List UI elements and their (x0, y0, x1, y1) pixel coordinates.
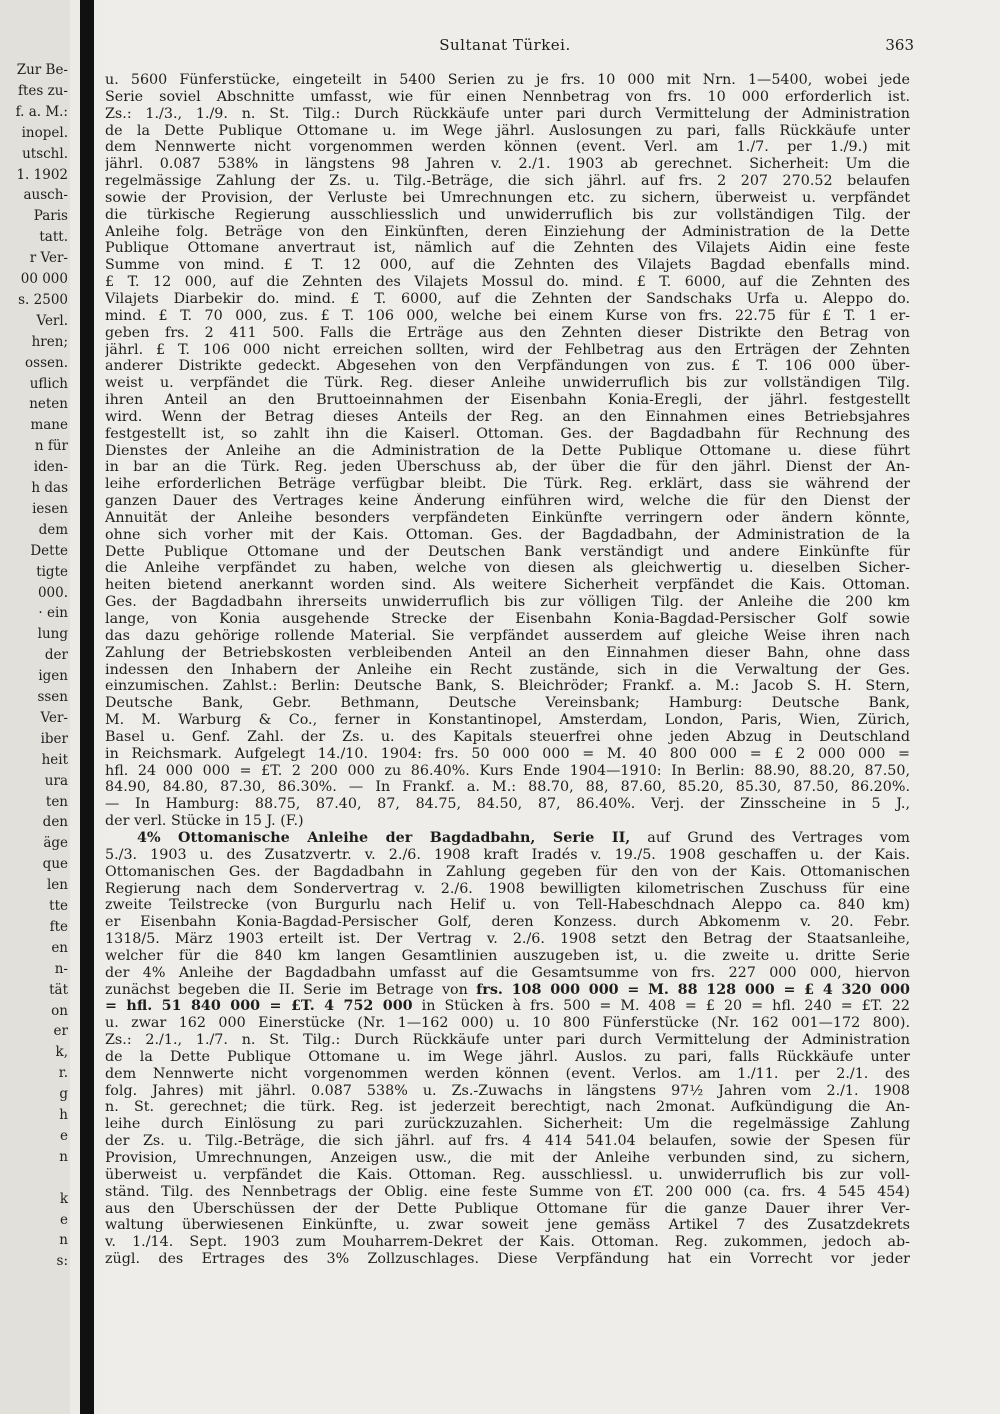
text-line: — In Hamburg: 88.75, 87.40, 87, 84.75, 84.50, 87, 86.40%. Verj. der Zinsscheine in 5 J., (105, 796, 910, 813)
text-line: anderer Distrikte gedeckt. Abgesehen von den Verpfändungen von zus. £ T. 106 000 über- (105, 358, 910, 375)
margin-fragment: hren; (31, 333, 68, 350)
margin-fragment: neten (29, 396, 68, 413)
body-text (105, 72, 910, 1268)
text-line: u. 5600 Fünferstücke, eingeteilt in 5400 Serien zu je frs. 10 000 mit Nrn. 1—5400, wobei jede (105, 72, 910, 88)
text-line: wird. Wenn der Betrag dieses Anteils der Reg. an den Einnahmen eines Betriebsjahres (105, 408, 910, 425)
text-line: jährl. £ T. 106 000 nicht erreichen sollten, wird der Fehlbetrag aus den Erträgen der Zehnten (105, 341, 910, 358)
margin-fragment: uflich (29, 375, 68, 392)
text-line: Ottomanischen Ges. der Bagdadbahn in Zahlung gegeben für den von der Kais. Ottomanischen (105, 863, 910, 880)
margin-fragment: s: (56, 1253, 68, 1270)
text-line: Publique Ottomane anvertraut ist, nämlich auf die Zehnten des Vilajets Aidin eine feste (105, 240, 910, 257)
margin-fragment: · ein (38, 605, 68, 622)
margin-fragment: k, (55, 1044, 68, 1061)
margin-fragment: iber (40, 730, 68, 747)
margin-fragment: ftes zu- (18, 82, 68, 99)
margin-fragment: h (59, 1107, 68, 1123)
text-line: v. 1./14. Sept. 1903 zum Mouharrem-Dekret der Kais. Ottoman. Reg. zukommen, jedoch ab- (105, 1234, 910, 1251)
margin-fragment: tigte (36, 563, 68, 580)
margin-fragment: n (59, 1232, 68, 1249)
text-line: sowie der Provision, der Verluste bei Umrechnungen etc. zu sichern, überweist u. verpfändet (105, 189, 910, 206)
margin-fragment: fte (49, 918, 68, 935)
text-line: welcher für die 840 km langen Gesamtlinien auszugeben ist, u. die zweite u. dritte Serie (105, 947, 910, 964)
section-heading-rest: auf Grund des Vertrages vom (630, 829, 910, 846)
margin-fragment: der (44, 647, 68, 664)
text-line: Basel u. Genf. Zahl. der Zs. u. des Kapitals steuerfrei ohne jeden Abzug in Deutschland (105, 728, 910, 745)
margin-fragment: lung (37, 626, 68, 643)
text-line: Summe von mind. £ T. 12 000, auf die Zehnten des Vilajets Bagdad ebenfalls mind. (105, 257, 910, 274)
text-line: das dazu gehörige rollende Material. Sie verpfändet ausserdem auf gleiche Weise ihren nach (105, 627, 910, 644)
text-line: leihe durch Einlösung zu pari zurückzuzahlen. Sicherheit: Um die regelmässige Zahlung (105, 1116, 910, 1133)
margin-fragment: g (59, 1086, 68, 1103)
text-line: der verl. Stücke in 15 J. (F.) (105, 813, 304, 830)
text-line: Regierung nach dem Sondervertrag v. 2./6. 1908 bewilligten kilometrischen Zuschuss für eine (105, 880, 910, 897)
amount-line-text: in Stücken à frs. 500 = M. 408 = £ 20 = hfl. 240 = £T. 22 (412, 998, 910, 1015)
margin-fragment: n- (54, 960, 68, 977)
margin-fragment: Paris (33, 208, 68, 225)
text-line: die türkische Regierung ausschliesslich und unwiderruflich bis zur vollständigen Tilg. der (105, 206, 910, 223)
margin-fragment: den (42, 814, 68, 831)
text-line: folg. Jahres) mit jährl. 0.087 538% u. Zs.-Zuwachs in längstens 97½ Jahren vom 2./1. 1908 (105, 1082, 910, 1099)
margin-fragment: Dette (30, 542, 68, 559)
text-line: leihe erforderlichen Beträge verfügbar bleibt. Die Türk. Reg. erklärt, dass sie während der (105, 476, 910, 493)
text-line: dem Nennwerte nicht vorgenommen werden können (event. Verlos. am 1./11. per 2./1. des (105, 1065, 910, 1082)
margin-fragment: r Ver- (29, 250, 68, 267)
text-line: u. zwar 162 000 Einerstücke (Nr. 1—162 000) u. 10 800 Fünferstücke (Nr. 162 001—172 800). (105, 1015, 910, 1032)
margin-fragment: ura (44, 772, 68, 789)
margin-fragment: iesen (32, 500, 68, 517)
margin-fragment: tte (49, 898, 68, 914)
text-line: hfl. 24 000 000 = £T. 2 200 000 zu 86.40%. Kurs Ende 1904—1910: In Berlin: 88.90, 88.20, 87.50, (105, 762, 910, 779)
margin-fragment: 1. 1902 (16, 166, 68, 183)
margin-fragment: 00 000 (20, 271, 68, 287)
running-head: Sultanat Türkei. (439, 36, 571, 54)
margin-fragment: iden- (33, 459, 68, 476)
margin-fragment: f. a. M.: (15, 103, 68, 120)
margin-fragment: h das (31, 480, 68, 496)
text-line: Serie soviel Abschnitte umfasst, wie für einen Nennbetrag von frs. 10 000 erforderlich ist. (105, 88, 910, 105)
text-line: Deutsche Bank, Gebr. Bethmann, Deutsche Vereinsbank; Hamburg: Deutsche Bank, (105, 695, 910, 712)
margin-fragment: r. (58, 1065, 68, 1082)
text-line: jährl. 0.087 538% in längstens 98 Jahren v. 2./1. 1903 ab gerechnet. Sicherheit: Um die (105, 156, 910, 173)
margin-fragment: Zur Be- (16, 62, 68, 78)
text-line: 1318/5. März 1903 erteilt ist. Der Vertrag v. 2./6. 1908 setzt den Betrag der Staatsanleihe, (105, 931, 910, 948)
text-line: der 4% Anleihe der Bagdadbahn umfasst auf die Gesamtsumme von frs. 227 000 000, hiervon (105, 964, 910, 981)
margin-fragment: mane (30, 417, 68, 434)
margin-fragment: heit (41, 751, 68, 768)
text-line: ohne sich vorher mit der Kais. Ottoman. Ges. der Bagdadbahn, der Administration de la (105, 526, 910, 543)
margin-fragment: on (51, 1002, 68, 1019)
text-line: 5./3. 1903 u. des Zusatzvertr. v. 2./6. 1908 kraft Iradés v. 19./5. 1908 geschaffen u. der Kais. (105, 846, 910, 863)
margin-fragment: Verl. (36, 312, 68, 329)
margin-fragment: ausch- (23, 187, 68, 204)
margin-fragment: ssen (37, 689, 68, 705)
text-line: Dienstes der Anleihe an die Administration de la Dette Publique Ottomane u. diese führt (105, 442, 910, 459)
text-line: überweist u. verpfändet die Kais. Ottoman. Reg. ausschliessl. u. unwiderruflich bis zur voll- (105, 1166, 910, 1183)
text-line: zügl. des Ertrages des 3% Zollzuschlages. Diese Verpfändung hat ein Vorrecht vor jeder (105, 1251, 910, 1268)
margin-fragment: e (60, 1211, 68, 1228)
text-line: lange, von Konia ausgehende Strecke der Eisenbahn Konia-Bagdad-Persischer Golf sowie (105, 611, 910, 627)
text-line: Anleihe folg. Beträge von den Einkünften, deren Einziehung der Administration de la Dette (105, 223, 910, 240)
amount-line-text: zunächst begeben die II. Serie im Betrage von (105, 981, 477, 998)
margin-fragment: tatt. (39, 229, 68, 246)
margin-fragment: er (53, 1023, 68, 1040)
amount-line (105, 982, 910, 999)
text-line: Zahlung der Betriebskosten verbleibenden Anteil an den Einnahmen dieser Bahn, ohne dass (105, 644, 910, 661)
text-line: weist u. verpfändet die Türk. Reg. dieser Anleihe unwiderruflich bis zur vollständigen Tilg. (105, 375, 910, 392)
margin-fragment: utschl. (22, 145, 68, 162)
text-line: heiten bietend anerkannt worden sind. Als weitere Sicherheit verpfändet die Kais. Ottoman. (105, 577, 910, 594)
text-line: indessen den Inhabern der Anleihe ein Recht zustände, sich in die Verwaltung der Ges. (105, 661, 910, 678)
text-line: ihren Anteil an den Bruttoeinnahmen der Eisenbahn Konia-Eregli, der jährl. festgestellt (105, 392, 910, 409)
text-line: Zs.: 2./1., 1./7. n. St. Tilg.: Durch Rückkäufe unter pari durch Vermittelung der Administration (105, 1032, 910, 1049)
text-line: er Eisenbahn Konia-Bagdad-Persischer Golf, deren Konzess. durch Abkomenm v. 20. Febr. (105, 914, 910, 931)
text-line: festgestellt ist, so zahlt ihn die Kaiserl. Ottoman. Ges. der Bagdadbahn für Rechnung des (105, 425, 910, 442)
margin-fragment: s. 2500 (18, 291, 68, 308)
margin-fragment: tät (49, 981, 68, 998)
margin-fragment: dem (38, 521, 68, 538)
text-line: Ges. der Bagdadbahn ihrerseits unwiderruflich bis zur völligen Tilg. der Anleihe die 200 km (105, 594, 910, 611)
margin-fragment: äge (43, 835, 68, 852)
margin-fragment: k (59, 1190, 68, 1207)
text-line: der Zs. u. Tilg.-Beträge, die sich jährl. auf frs. 4 414 541.04 belaufen, sowie der Spesen für (105, 1133, 910, 1150)
text-line: waltung überwiesenen Einkünfte, u. zwar soweit jene gemäss Artikel 7 des Zusatzdekrets (105, 1217, 910, 1234)
text-line: geben frs. 2 411 500. Falls die Erträge aus den Zehnten dieser Distrikte den Betrag von (105, 324, 910, 341)
margin-fragment: 000. (37, 584, 68, 601)
text-line: in bar an die Türk. Reg. jeden Überschuss ab, der über die für den jährl. Dienst der An- (105, 459, 910, 476)
section-heading: 4% Ottomanische Anleihe der Bagdadbahn, Serie II, (137, 829, 631, 846)
issue-amount: frs. 108 000 000 = M. 88 128 000 = £ 4 320 000 (476, 981, 910, 998)
text-line: die Anleihe verpfändet zu haben, welche von diesen als gleichwertig u. dieselben Sicher- (105, 560, 910, 577)
margin-fragment: inopel. (21, 124, 68, 141)
text-line: mind. £ T. 70 000, zus. £ T. 106 000, welche bei einem Kurse von frs. 22.75 für £ T. 1 er- (105, 307, 910, 324)
text-line: aus den Überschüssen der der Dette Publique Ottomane für die ganze Dauer ihrer Ver- (105, 1200, 910, 1217)
amount-line (105, 998, 910, 1015)
text-line: ständ. Tilg. des Nennbetrags der Oblig. eine feste Summe von £T. 200 000 (ca. frs. 4 545 454) (105, 1183, 910, 1200)
text-line: dem Nennwerte nicht vorgenommen werden können (event. Verl. am 1./7. per 1./9.) mit (105, 139, 910, 156)
text-line: Dette Publique Ottomane und der Deutschen Bank verständigt und andere Einkünfte für (105, 543, 910, 560)
text-line: M. M. Warburg & Co., ferner in Konstantinopel, Amsterdam, London, Paris, Wien, Zürich, (105, 712, 910, 729)
adjacent-page-fragment (0, 0, 70, 1414)
text-line: 84.90, 84.80, 87.30, 86.30%. — In Frankf. a. M.: 88.70, 88, 87.60, 85.20, 85.30, 87.50, 86.20%. (105, 779, 910, 796)
text-line: ganzen Dauer des Vertrages keine Änderung einführen wird, welche die für den Dienst der (105, 493, 910, 510)
margin-fragment: len (46, 877, 68, 894)
text-line: de la Dette Publique Ottomane u. im Wege jährl. Auslosungen zu pari, falls Rückkäufe unter (105, 122, 910, 139)
text-line: zweite Teilstrecke (von Burgurlu nach Helif u. von Tell-Habeschdnach Aleppo ca. 840 km) (105, 897, 910, 914)
document-page (100, 0, 1000, 1414)
text-line: n. St. gerechnet; die türk. Reg. ist jederzeit berechtigt, nach 2monat. Aufkündigung die An- (105, 1099, 910, 1116)
margin-fragment: en (51, 939, 68, 956)
margin-fragment: igen (38, 668, 68, 685)
margin-fragment: n (59, 1148, 68, 1165)
text-line: in Reichsmark. Aufgelegt 14./10. 1904: frs. 50 000 000 = M. 40 800 000 = £ 2 000 000 = (105, 745, 910, 762)
text-line: Zs.: 1./3., 1./9. n. St. Tilg.: Durch Rückkäufe unter pari durch Vermittelung der Administration (105, 105, 910, 122)
margin-fragment: Ver- (40, 709, 68, 726)
text-line: regelmässige Zahlung der Zs. u. Tilg.-Beträge, die sich jährl. auf frs. 2 207 270.52 belaufen (105, 173, 910, 190)
issue-amount: = hfl. 51 840 000 = £T. 4 752 000 (105, 998, 413, 1015)
page-number: 363 (885, 36, 914, 54)
text-line: Vilajets Diarbekir do. mind. £ T. 6000, auf die Zehnten der Sandschaks Urfa u. Aleppo do. (105, 290, 910, 307)
margin-fragment: que (42, 856, 68, 873)
text-line: Annuität der Anleihe besonders verpfändeten Einkünfte verringern oder ändern könnte, (105, 509, 910, 526)
margin-fragment: ten (45, 793, 68, 810)
margin-fragment: e (60, 1127, 68, 1144)
book-gutter (70, 0, 100, 1414)
section-heading-line (105, 830, 910, 847)
gutter-shadow (80, 0, 94, 1414)
text-line: Provision, Umrechnungen, Anzeigen usw., die mit der Anleihe verbunden sind, zu sichern, (105, 1150, 910, 1166)
text-line: de la Dette Publique Ottomane u. im Wege jährl. Auslos. zu pari, falls Rückkäufe unter (105, 1048, 910, 1065)
margin-fragment: n für (34, 438, 68, 455)
text-line: £ T. 12 000, auf die Zehnten des Vilajets Mossul do. mind. £ T. 6000, auf die Zehnten des (105, 274, 910, 291)
text-line: einzumischen. Zahlst.: Berlin: Deutsche Bank, S. Bleichröder; Frankf. a. M.: Jacob S. H. Stern, (105, 678, 910, 695)
margin-fragment: ossen. (25, 354, 68, 371)
